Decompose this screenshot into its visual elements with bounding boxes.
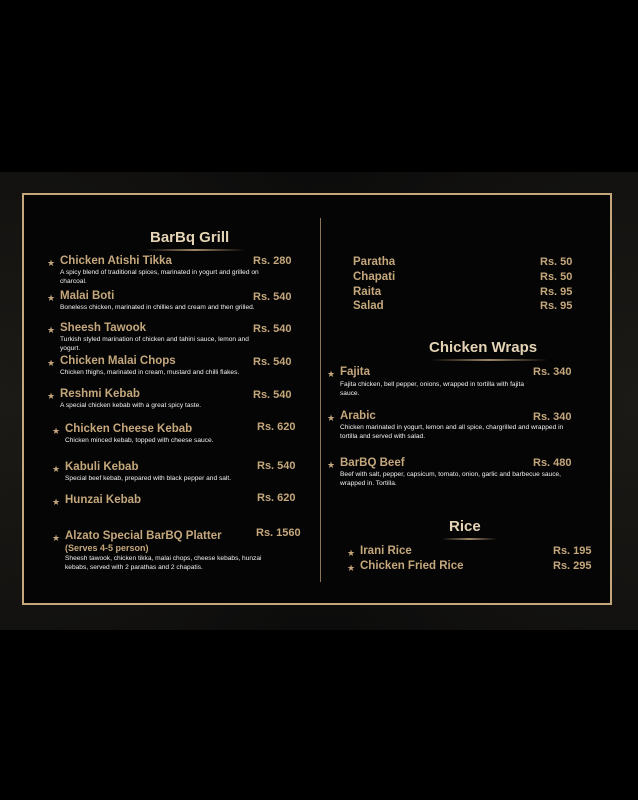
- section-title-rice: Rice: [449, 518, 481, 535]
- item-description: Sheesh tawook, chicken tikka, malai chops, cheese kebabs, hunzai kebabs, served with 2 parathas and 2 chapatis.: [65, 555, 262, 571]
- item-name: Reshmi Kebab: [60, 388, 140, 400]
- item-price: Rs. 95: [540, 286, 573, 298]
- item-price: Rs. 50: [540, 256, 573, 268]
- item-name: Chicken Fried Rice: [360, 560, 464, 572]
- star-icon: ★: [52, 497, 61, 507]
- item-name: Alzato Special BarBQ Platter: [65, 530, 222, 542]
- item-description: Boneless chicken, marinated in chillies and cream and then grilled.: [60, 304, 255, 311]
- item-price: Rs. 280: [253, 255, 292, 267]
- item-description: Special beef kebab, prepared with black pepper and salt.: [65, 475, 232, 482]
- item-name: Chicken Cheese Kebab: [65, 423, 193, 435]
- item-description: Chicken marinated in yogurt, lemon and all spice, chargrilled and wrapped in tortilla and served with salad.: [340, 424, 564, 440]
- star-icon: ★: [47, 293, 56, 303]
- star-icon: ★: [52, 533, 61, 543]
- star-icon: ★: [52, 464, 61, 474]
- star-icon: ★: [347, 563, 356, 573]
- item-description: A spicy blend of traditional spices, marinated in yogurt and grilled on charcoal.: [60, 269, 259, 285]
- item-name: Salad: [353, 300, 384, 312]
- title-swoosh: [430, 359, 548, 361]
- item-description: Turkish styled marination of chicken and tahini sauce, lemon and yogurt.: [60, 336, 249, 352]
- column-divider: [320, 218, 321, 582]
- item-price: Rs. 540: [257, 460, 296, 472]
- item-name: Kabuli Kebab: [65, 461, 139, 473]
- star-icon: ★: [327, 460, 336, 470]
- item-name: Sheesh Tawook: [60, 322, 147, 334]
- star-icon: ★: [47, 391, 56, 401]
- title-swoosh: [442, 538, 497, 540]
- star-icon: ★: [52, 426, 61, 436]
- item-price: Rs. 340: [533, 411, 572, 423]
- item-price: Rs. 195: [553, 545, 592, 557]
- item-name: Fajita: [340, 366, 371, 378]
- item-price: Rs. 540: [253, 323, 292, 335]
- star-icon: ★: [347, 548, 356, 558]
- item-name: Raita: [353, 286, 382, 298]
- item-price: Rs. 540: [253, 389, 292, 401]
- item-name: Chapati: [353, 271, 396, 283]
- star-icon: ★: [47, 358, 56, 368]
- item-name: Irani Rice: [360, 545, 412, 557]
- star-icon: ★: [327, 413, 336, 423]
- item-price: Rs. 540: [253, 356, 292, 368]
- star-icon: ★: [327, 369, 336, 379]
- item-price: Rs. 95: [540, 300, 573, 312]
- item-name: Malai Boti: [60, 290, 115, 302]
- star-icon: ★: [47, 325, 56, 335]
- item-name: Chicken Atishi Tikka: [60, 255, 172, 267]
- item-price: Rs. 620: [257, 421, 296, 433]
- star-icon: ★: [47, 258, 56, 268]
- item-description: Chicken minced kebab, topped with cheese sauce.: [65, 437, 214, 444]
- item-price: Rs. 340: [533, 366, 572, 378]
- item-description: Fajita chicken, bell pepper, onions, wrapped in tortilla with fajita sauce.: [340, 381, 524, 397]
- item-price: Rs. 620: [257, 492, 296, 504]
- item-name: Arabic: [340, 410, 376, 422]
- title-swoosh: [145, 249, 245, 251]
- item-subtitle: (Serves 4-5 person): [65, 543, 149, 553]
- item-name: Chicken Malai Chops: [60, 355, 176, 367]
- item-price: Rs. 295: [553, 560, 592, 572]
- item-description: A special chicken kebab with a great spicy taste.: [60, 402, 202, 409]
- item-name: Hunzai Kebab: [65, 494, 142, 506]
- item-price: Rs. 480: [533, 457, 572, 469]
- item-name: Paratha: [353, 256, 396, 268]
- section-title-chicken-wraps: Chicken Wraps: [429, 339, 538, 356]
- item-description: Beef with salt, pepper, capsicum, tomato, onion, garlic and barbecue sauce, wrapped in. Tortilla.: [340, 471, 562, 487]
- item-price: Rs. 540: [253, 291, 292, 303]
- item-description: Chicken thighs, marinated in cream, mustard and chilli flakes.: [60, 369, 240, 376]
- item-name: BarBQ Beef: [340, 457, 405, 469]
- section-title-barbq-grill: BarBq Grill: [150, 229, 230, 246]
- item-price: Rs. 1560: [256, 527, 301, 539]
- item-price: Rs. 50: [540, 271, 573, 283]
